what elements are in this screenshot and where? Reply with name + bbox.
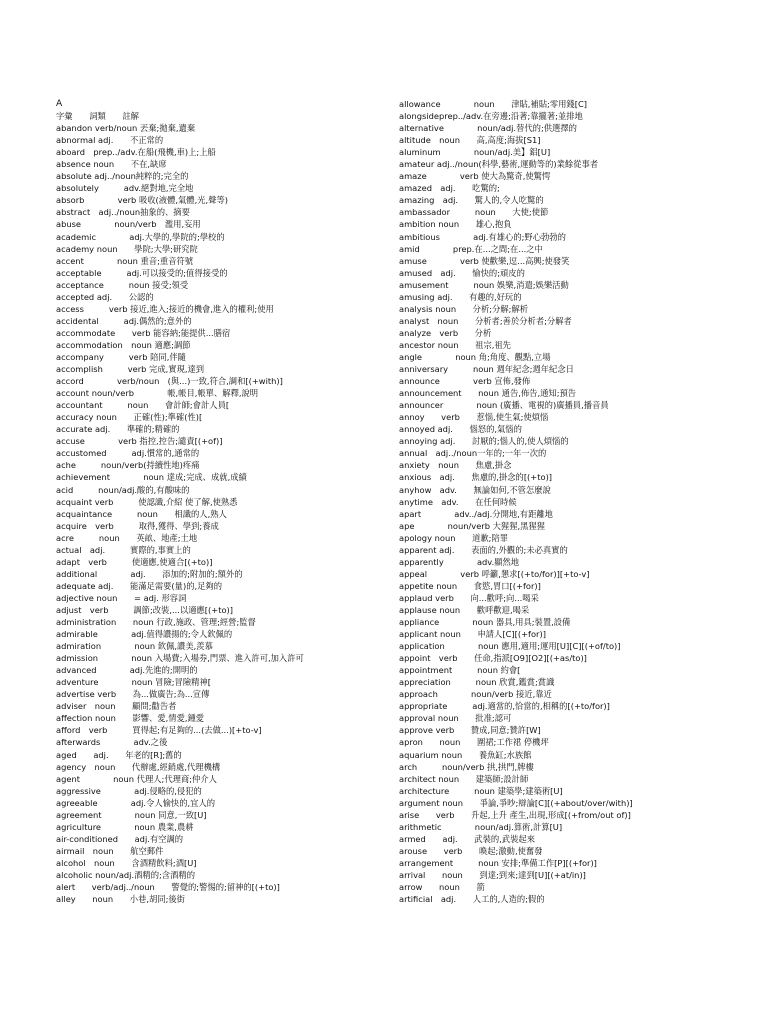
dictionary-entry: architecture noun 建築學;建築術[U]	[399, 785, 563, 796]
dictionary-entry: anxious adj. 焦慮的,掛念的[(+to)]	[399, 472, 553, 483]
dictionary-entry: amusing adj. 有趣的,好玩的	[399, 291, 522, 302]
dictionary-entry: aged adj. 年老的[R];舊的	[56, 749, 182, 760]
dictionary-entry: agreeable adj.令人愉快的,宜人的	[56, 797, 216, 808]
dictionary-entry: administration noun 行政,施政、管理;經營;監督	[56, 617, 256, 628]
dictionary-entry: adapt verb 使適應,使適合[(+to)]	[56, 556, 213, 567]
column-header: 字彙 詞類 註解	[56, 111, 139, 122]
dictionary-entry: argument noun 爭論,爭吵;辯論[C][(+about/over/with)]	[399, 797, 633, 808]
dictionary-entry: account noun/verb 帳,帳目,帳單、解釋,說明	[56, 388, 259, 399]
dictionary-entry: accuse verb 指控,控告;譴責[(+of)]	[56, 436, 223, 447]
dictionary-entry: accuracy noun 正確(性);準確(性)[	[56, 412, 203, 423]
dictionary-entry: accent noun 重音;重音符號	[56, 255, 194, 266]
dictionary-entry: abuse noun/verb 濫用,妄用	[56, 219, 201, 230]
dictionary-entry: accustomed adj.慣常的,通常的	[56, 448, 200, 459]
dictionary-entry: aggressive adj.侵略的,侵犯的	[56, 785, 202, 796]
dictionary-entry: afterwards adv.之後	[56, 737, 168, 748]
dictionary-entry: amazing adj. 驚人的,令人吃驚的	[399, 195, 544, 206]
dictionary-entry: appropriate adj.適當的,恰當的,相稱的[(+to/for)]	[399, 701, 610, 712]
dictionary-entry: arouse verb 喚起;激動,使奮發	[399, 845, 543, 856]
dictionary-entry: amusement noun 娛樂,消遣;娛樂活動	[399, 279, 569, 290]
dictionary-entry: alongsideprep../adv.在旁邊;沿著;靠攏著;並排地	[399, 111, 583, 122]
dictionary-entry: amuse verb 使歡樂,逗...高興;使發笑	[399, 255, 570, 266]
dictionary-entry: appliance noun 器具,用具;裝置,設備	[399, 617, 571, 628]
dictionary-entry: accomplish verb 完成,實現,達到	[56, 364, 205, 375]
dictionary-entry: adequate adj. 能滿足需要(量)的,足夠的	[56, 580, 223, 591]
dictionary-entry: access verb 接近,進入;接近的機會,進入的權利;使用	[56, 303, 274, 314]
dictionary-entry: adjective noun = adj. 形容詞	[56, 592, 187, 603]
dictionary-entry: acre noun 英畝、地產;土地	[56, 532, 198, 543]
dictionary-entry: angle noun 角;角度、觀點,立場	[399, 351, 551, 362]
dictionary-entry: alert verb/adj../noun 警覺的;警惕的;留神的[(+to)]	[56, 882, 280, 893]
dictionary-entry: amaze verb 使大為驚奇,使驚愕	[399, 171, 551, 182]
dictionary-entry: ache noun/verb(持續性地)疼痛	[56, 460, 200, 471]
dictionary-entry: apart adv../adj.分開地,有距離地	[399, 508, 553, 519]
dictionary-entry: appoint verb 任命,指派[O9][O2][(+as/to)]	[399, 653, 587, 664]
dictionary-entry: academy noun 學院;大學;研究院	[56, 243, 198, 254]
dictionary-entry: applause noun 歡呼歡迎,喝采	[399, 604, 530, 615]
dictionary-entry: appeal verb 呼籲,懇求[(+to/for)][+to-v]	[399, 568, 590, 579]
dictionary-entry: absorb verb 吸收(液體,氣體,光,聲等)	[56, 195, 229, 206]
dictionary-entry: agriculture noun 農業,農耕	[56, 821, 194, 832]
dictionary-entry: acquire verb 取得,獲得、學到;養成	[56, 520, 219, 531]
dictionary-entry: abnormal adj. 不正常的	[56, 135, 164, 146]
dictionary-entry: analyze verb 分析	[399, 327, 492, 338]
dictionary-entry: adviser noun 顧問;勸告者	[56, 701, 177, 712]
dictionary-entry: apparently adv.顯然地	[399, 556, 520, 567]
dictionary-entry: adjust verb 調節;改裝,...以適應[(+to)]	[56, 604, 234, 615]
dictionary-entry: aboard prep../adv.在船(飛機,車)上;上船	[56, 147, 216, 158]
dictionary-entry: actual adj. 實際的,事實上的	[56, 544, 191, 555]
dictionary-entry: absolute adj../noun純粹的;完全的	[56, 171, 189, 182]
dictionary-entry: accord verb/noun (與...)一致,符合,調和[(+with)]	[56, 376, 283, 387]
dictionary-entry: artificial adj. 人工的,人造的;假的	[399, 894, 545, 905]
dictionary-entry: air-conditioned adj.有空調的	[56, 833, 184, 844]
dictionary-entry: amateur adj../noun(科學,藝術,運動等的)業餘從事者	[399, 159, 599, 170]
dictionary-entry: achievement noun 達成;完成、成就,成績	[56, 472, 247, 483]
dictionary-entry: affection noun 影響、愛,情愛,鍾愛	[56, 713, 205, 724]
dictionary-entry: arise verb 升起,上升 產生,出現,形成[(+from/out of)]	[399, 809, 631, 820]
dictionary-entry: anniversary noun 週年紀念;週年紀念日	[399, 364, 574, 375]
dictionary-entry: accommodate verb 能容納;能提供...膳宿	[56, 327, 231, 338]
dictionary-entry: advertise verb 為...做廣告;為...宣傳	[56, 689, 210, 700]
section-letter: A	[56, 99, 63, 109]
dictionary-entry: accountant noun 會計師;會計人員[	[56, 400, 230, 411]
dictionary-entry: acceptable adj.可以接受的;值得接受的	[56, 267, 228, 278]
dictionary-entry: accompany verb 陪同,伴隨	[56, 351, 186, 362]
dictionary-entry: adventure noun 冒險;冒險精神[	[56, 677, 211, 688]
dictionary-entry: arrangement noun 安排;準備工作[P][(+for)]	[399, 857, 597, 868]
dictionary-entry: admirable adj.值得讚揚的;令人欽佩的	[56, 629, 233, 640]
dictionary-entry: ape noun/verb 大猩猩,黑猩猩	[399, 520, 546, 531]
dictionary-entry: arithmetic noun/adj.算術,計算[U]	[399, 821, 563, 832]
dictionary-entry: absence noun 不在,缺席	[56, 159, 167, 170]
dictionary-entry: absolutely adv.絕對地,完全地	[56, 183, 194, 194]
dictionary-entry: acceptance noun 接受;領受	[56, 279, 189, 290]
dictionary-entry: agreement noun 同意,一致[U]	[56, 809, 207, 820]
dictionary-entry: additional adj. 添加的;附加的;額外的	[56, 568, 243, 579]
dictionary-entry: architect noun 建築師;設計師	[399, 773, 529, 784]
dictionary-entry: appetite noun 食慾,胃口[(+for)]	[399, 580, 541, 591]
dictionary-entry: anytime adv. 在任何時候	[399, 496, 517, 507]
dictionary-entry: alley noun 小巷,胡同;後街	[56, 894, 185, 905]
dictionary-entry: admiration noun 欽佩,讚美,羨慕	[56, 641, 213, 652]
dictionary-entry: apology noun 道歉;陪罪	[399, 532, 509, 543]
dictionary-entry: anyhow adv. 無論如何,不管怎麼說	[399, 484, 551, 495]
dictionary-entry: arrival noun 到達;到來;達到[U][(+at/in)]	[399, 870, 586, 880]
dictionary-entry: appointment noun 約會[	[399, 665, 521, 676]
dictionary-entry: aluminum noun/adj.美】鋁[U]	[399, 147, 551, 158]
right-column	[399, 98, 739, 905]
dictionary-entry: announcer noun (廣播、電視的)廣播員,播音員	[399, 400, 609, 411]
dictionary-entry: approve verb 贊成,同意;贊許[W]	[399, 725, 541, 736]
dictionary-entry: announce verb 宣佈,發佈	[399, 376, 531, 387]
dictionary-entry: analyst noun 分析者;善於分析者;分解者	[399, 315, 572, 326]
dictionary-entry: annual adj../noun一年的;一年一次的	[399, 448, 547, 459]
dictionary-entry: academic adj.大學的,學院的;學校的	[56, 231, 225, 242]
dictionary-entry: amid prep.在...之間;在...之中	[399, 243, 543, 254]
dictionary-entry: ambassador noun 大使;使節	[399, 207, 549, 218]
dictionary-entry: appreciation noun 欣賞,鑑賞;賞識	[399, 677, 555, 688]
dictionary-entry: applaud verb 向...歡呼;向...喝采	[399, 592, 539, 603]
dictionary-entry: accurate adj. 準確的;精確的	[56, 424, 180, 435]
dictionary-entry: apron noun 圍裙;工作裙 停機坪	[399, 737, 549, 748]
dictionary-entry: alcoholic noun/adj.酒精的;含酒精的	[56, 870, 195, 880]
dictionary-entry: airmail noun 航空郵件	[56, 845, 164, 856]
right-entry-list	[399, 98, 739, 905]
dictionary-entry: annoying adj. 討厭的;惱人的,使人煩惱的	[399, 436, 569, 447]
dictionary-entry: announcement noun 通告,佈告,通知;預告	[399, 388, 577, 399]
dictionary-entry: analysis noun 分析;分解;解析	[399, 303, 529, 314]
dictionary-entry: approach noun/verb 接近,靠近	[399, 689, 552, 700]
dictionary-entry: applicant noun 申請人[C][(+for)]	[399, 629, 546, 640]
dictionary-entry: arrow noun 箭	[399, 882, 485, 893]
dictionary-entry: arch noun/verb 拱,拱門,牌樓	[399, 761, 534, 772]
dictionary-entry: ancestor noun 祖宗,祖先	[399, 339, 511, 350]
dictionary-entry: ambitious adj.有雄心的;野心勃勃的	[399, 231, 566, 242]
dictionary-entry: approval noun 批准;認可	[399, 713, 512, 724]
dictionary-entry: advanced adj.先進的;開明的	[56, 665, 198, 676]
dictionary-entry: allowance noun 津貼,補貼;零用錢[C]	[399, 99, 587, 109]
dictionary-entry: altitude noun 高,高度;海拔[S1]	[399, 135, 541, 146]
dictionary-entry: accidental adj.偶然的;意外的	[56, 315, 192, 326]
dictionary-entry: acid noun/adj.酸的,有酸味的	[56, 484, 190, 495]
dictionary-entry: amazed adj. 吃驚的;	[399, 183, 500, 194]
dictionary-entry: ambition noun 雄心,抱負	[399, 219, 512, 230]
dictionary-entry: application noun 應用,適用;運用[U][C][(+of/to)]	[399, 641, 621, 652]
dictionary-entry: accommodation noun 適應;調節	[56, 339, 191, 350]
dictionary-entry: anxiety noun 焦慮,掛念	[399, 460, 512, 471]
dictionary-entry: afford verb 買得起;有足夠的...(去做...)[+to-v]	[56, 725, 262, 736]
dictionary-entry: alternative noun/adj.替代的;供選擇的	[399, 123, 577, 134]
left-entry-list	[56, 122, 386, 905]
dictionary-entry: armed adj. 武裝的,武裝起來	[399, 833, 536, 844]
dictionary-entry: annoyed adj. 惱怒的,氣惱的	[399, 424, 522, 435]
dictionary-entry: abstract adj../noun抽象的、摘要	[56, 207, 190, 218]
dictionary-entry: aquarium noun 養魚缸;水族館	[399, 749, 532, 760]
dictionary-entry: agent noun 代理人;代理商;仲介人	[56, 773, 217, 784]
dictionary-entry: annoy verb 惹惱,使生氣;使煩惱	[399, 412, 549, 423]
dictionary-entry: abandon verb/noun 丟棄;拋棄,遺棄	[56, 123, 196, 134]
dictionary-entry: alcohol noun 含酒精飲料;酒[U]	[56, 857, 197, 868]
dictionary-entry: amused adj. 愉快的;頑皮的	[399, 267, 525, 278]
dictionary-entry: admission noun 入場費;入場券,門票、進入許可,加入許可	[56, 653, 304, 664]
left-column	[56, 98, 386, 905]
dictionary-entry: agency noun 代辦處,經銷處,代理機構	[56, 761, 221, 772]
dictionary-entry: accepted adj. 公認的	[56, 291, 154, 302]
dictionary-entry: acquaint verb 使認識,介紹 使了解,使熟悉	[56, 496, 238, 507]
dictionary-entry: apparent adj. 表面的,外觀的;未必真實的	[399, 544, 568, 555]
dictionary-entry: acquaintance noun 相識的人,熟人	[56, 508, 227, 519]
